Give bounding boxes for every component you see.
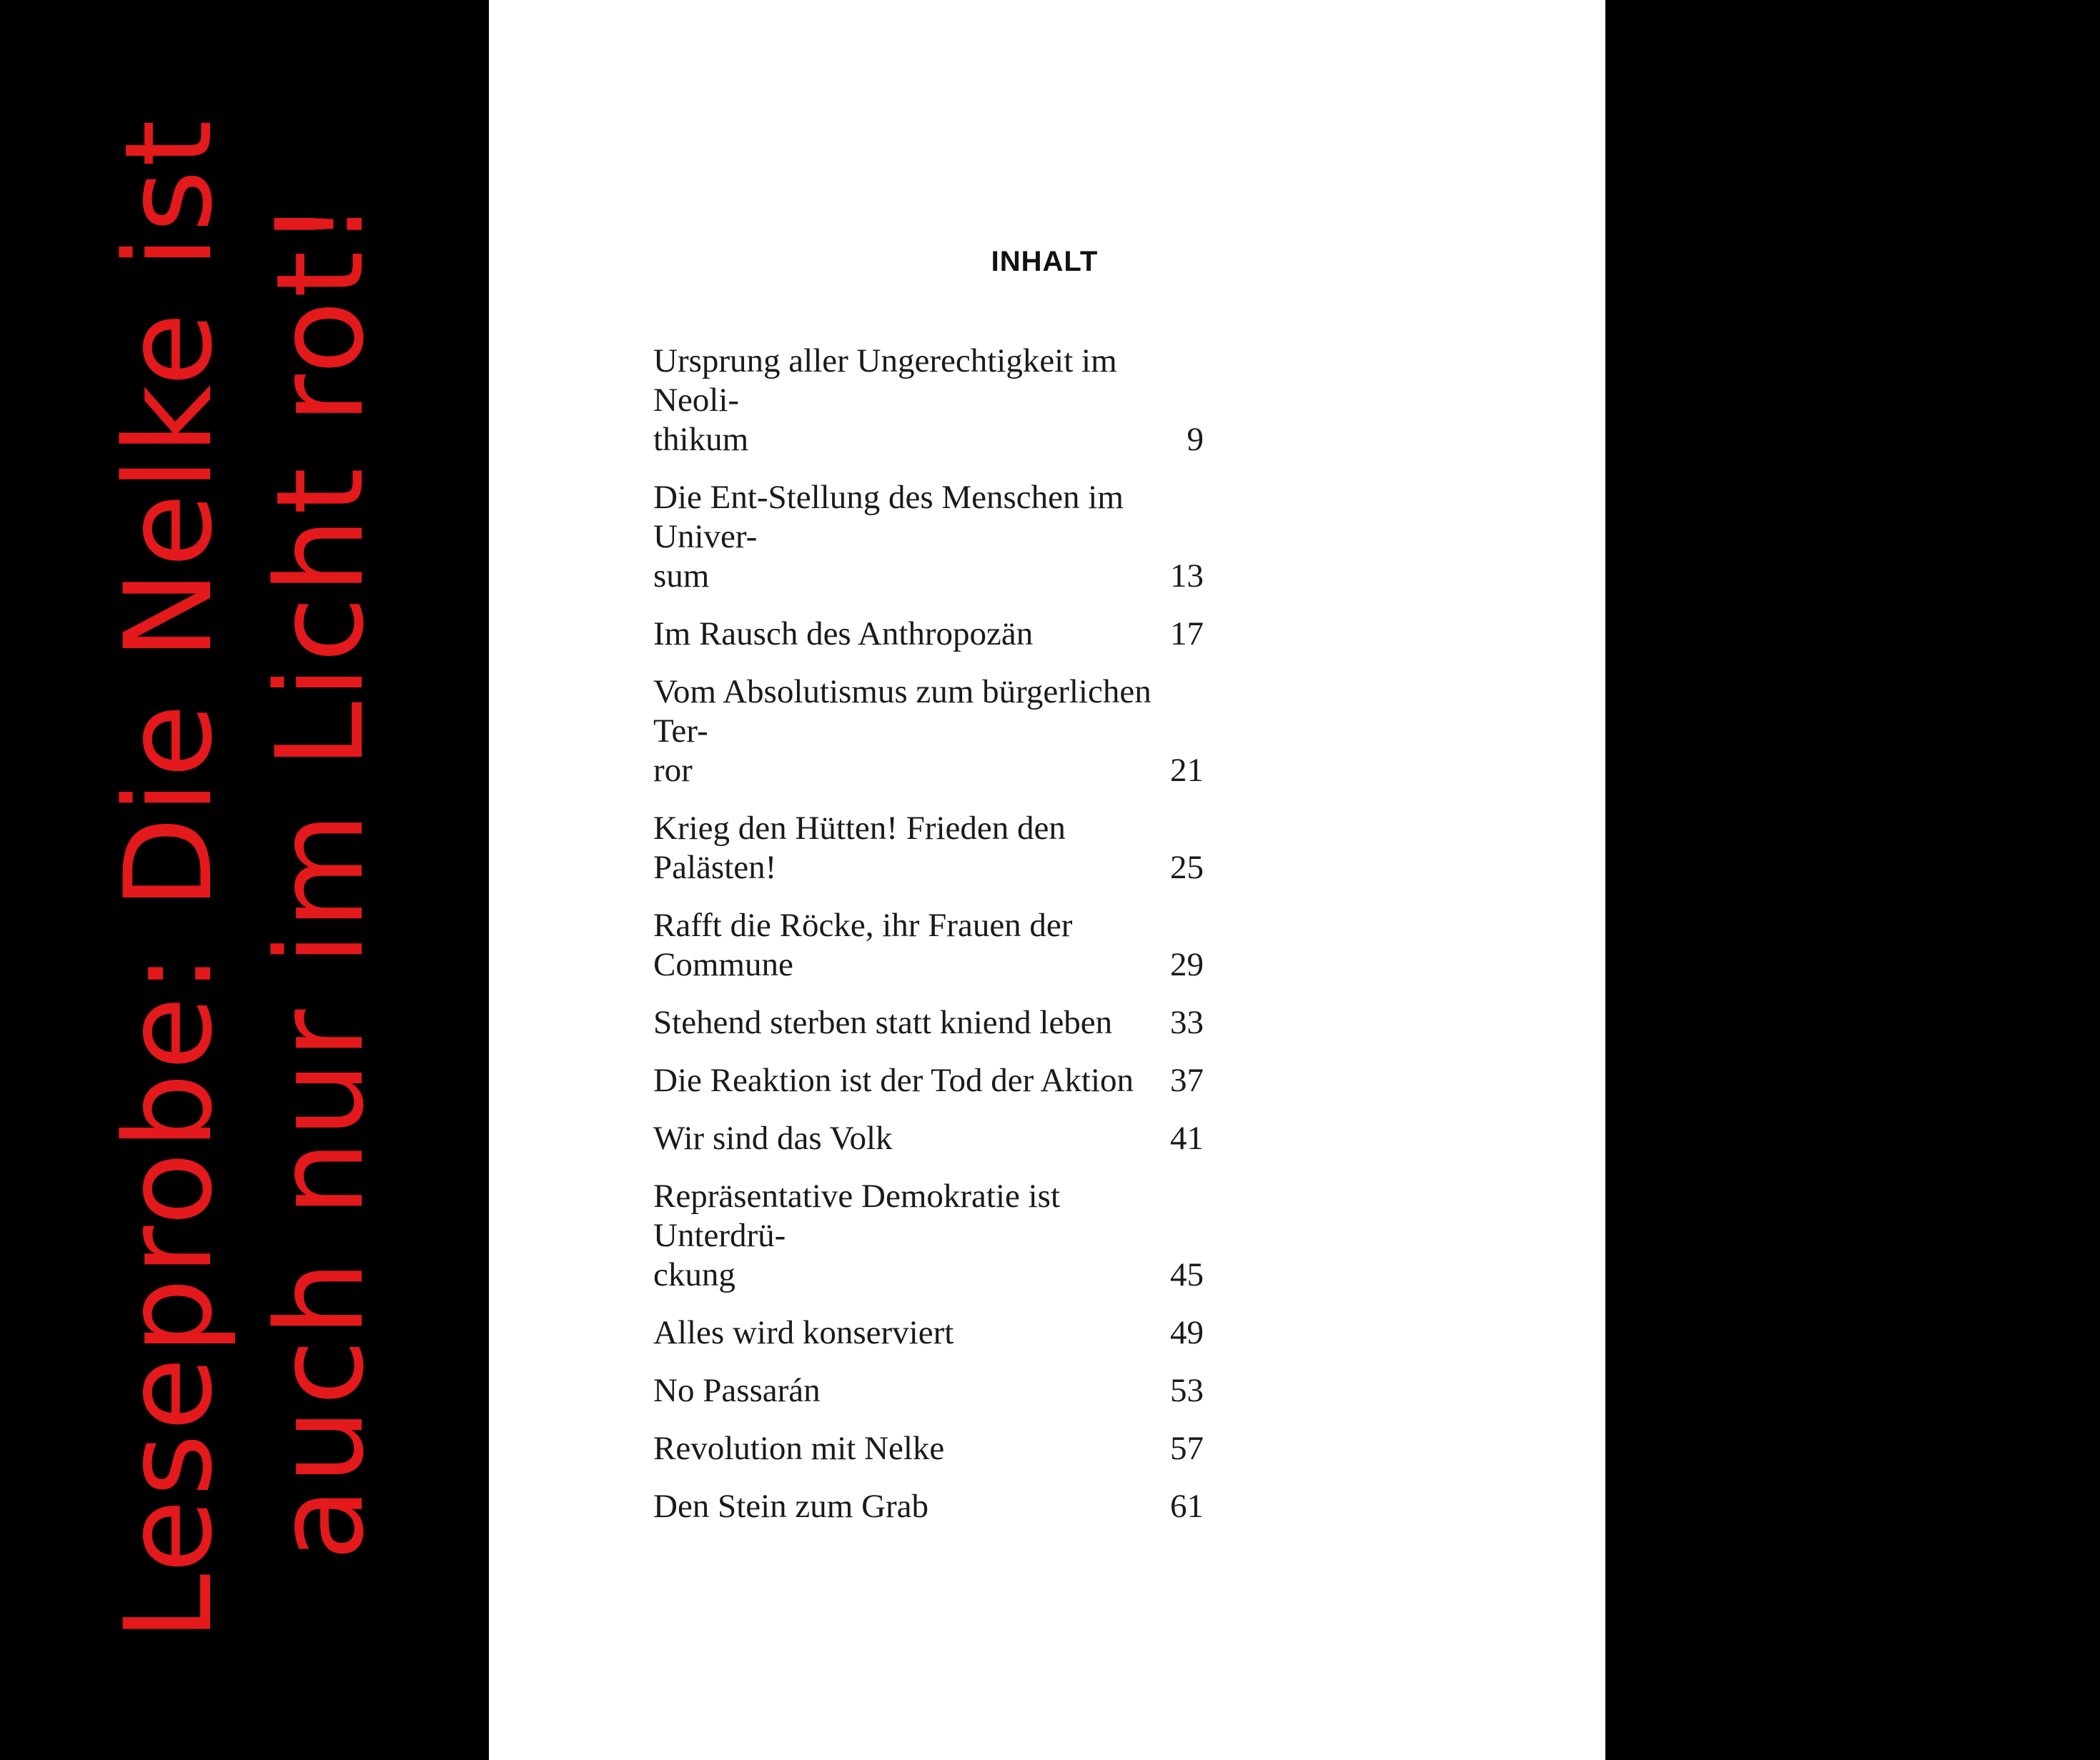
toc-entry — [653, 1429, 1204, 1468]
toc-entry-page-number: 41 — [1170, 1120, 1204, 1157]
toc-entry-title: Repräsentative Demokratie ist Unterdrü- ckung — [653, 1178, 1061, 1293]
toc-entry — [653, 1003, 1204, 1043]
vertical-banner-text — [93, 57, 396, 1701]
toc-entry — [653, 478, 1204, 596]
toc-entry-page-number: 53 — [1170, 1372, 1204, 1409]
toc-entry-title: Rafft die Röcke, ihr Frauen der Commune — [653, 907, 1073, 983]
toc-entry-page-number: 33 — [1170, 1004, 1204, 1041]
toc-entry-title: Vom Absolutismus zum bürgerlichen Ter- ror — [653, 673, 1151, 789]
toc-entry-page-number: 25 — [1170, 849, 1204, 886]
toc-entry-page-number: 21 — [1170, 752, 1204, 789]
toc-entry-title: Im Rausch des Anthropozän — [653, 615, 1034, 652]
toc-entry — [653, 1487, 1204, 1526]
toc-entry-page-number: 17 — [1170, 615, 1204, 652]
toc-entry-title: Wir sind das Volk — [653, 1120, 893, 1157]
toc-entry-title: Krieg den Hütten! Frieden den Palästen! — [653, 810, 1066, 886]
toc-entry-title: Den Stein zum Grab — [653, 1488, 929, 1525]
toc-entry — [653, 1177, 1204, 1295]
toc-entry-page-number: 29 — [1170, 946, 1204, 983]
toc-entry-page-number: 49 — [1170, 1314, 1204, 1351]
toc-entry-page-number: 61 — [1170, 1488, 1204, 1525]
toc-entry-page-number: 13 — [1170, 557, 1204, 595]
toc-entry — [653, 672, 1204, 790]
toc-entry — [653, 1371, 1204, 1411]
toc-entry — [653, 615, 1204, 654]
toc-entry — [653, 342, 1204, 459]
toc-entry — [653, 1061, 1204, 1100]
toc-entry-page-number: 45 — [1170, 1256, 1204, 1293]
right-black-panel — [1605, 0, 2100, 1760]
toc-entry-page-number: 9 — [1187, 421, 1204, 458]
toc-title: INHALT — [991, 246, 1099, 277]
left-banner-panel — [0, 0, 489, 1760]
toc-entry — [653, 809, 1204, 888]
toc-entry — [653, 906, 1204, 985]
toc-entry-title: Ursprung aller Ungerechtigkeit im Neoli- thikum — [653, 342, 1117, 458]
toc-entry-title: Alles wird konserviert — [653, 1314, 954, 1351]
toc-entry-title: No Passarán — [653, 1372, 821, 1409]
banner-line-1: Leseprobe: Die Nelke ist — [99, 116, 239, 1641]
toc-entry-title: Die Ent-Stellung des Menschen im Univer- sum — [653, 479, 1124, 595]
toc-entry-title: Revolution mit Nelke — [653, 1430, 945, 1467]
toc-entry-page-number: 57 — [1170, 1430, 1204, 1467]
book-page — [489, 0, 1605, 1760]
toc-entry-page-number: 37 — [1170, 1062, 1204, 1099]
toc-list — [653, 342, 1204, 1545]
banner-line-2: auch nur im Licht rot! — [250, 197, 390, 1561]
toc-entry-title: Die Reaktion ist der Tod der Aktion — [653, 1062, 1134, 1099]
toc-entry — [653, 1119, 1204, 1158]
toc-entry-title: Stehend sterben statt kniend leben — [653, 1004, 1113, 1041]
toc-entry — [653, 1313, 1204, 1353]
